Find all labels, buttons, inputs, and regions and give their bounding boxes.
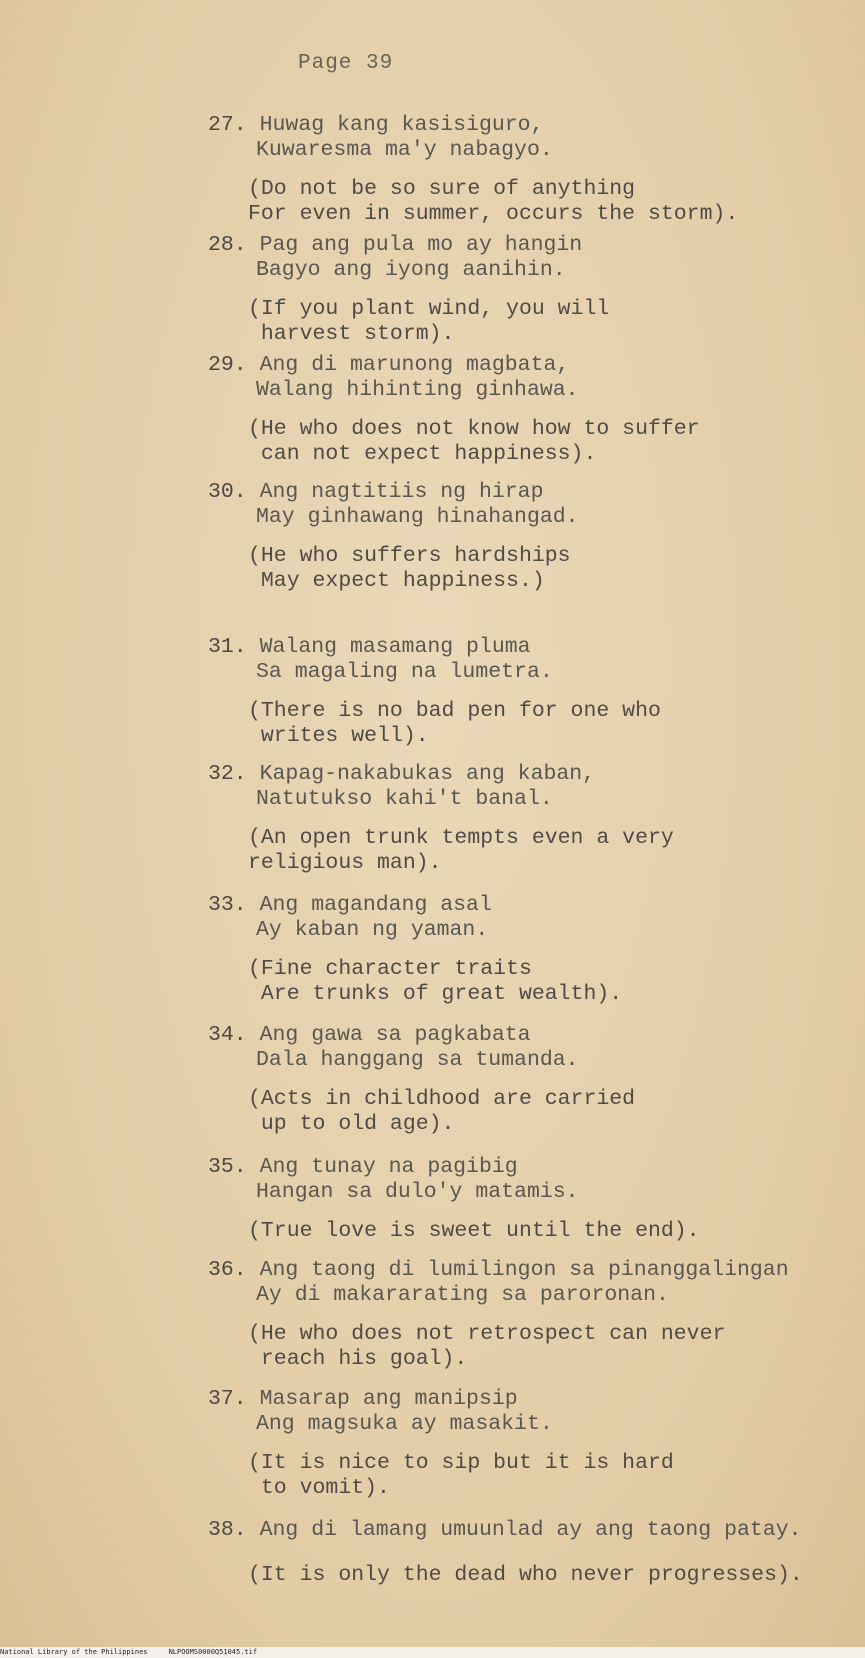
proverb-tagalog-line-1: Ang di lamang umuunlad ay ang taong patay. — [259, 1518, 802, 1542]
proverb-tagalog-line-2: Ay di makararating sa paroronan. — [256, 1283, 669, 1307]
proverb-tagalog-line-2: Sa magaling na lumetra. — [256, 660, 553, 684]
proverb-tagalog-line-2: Hangan sa dulo'y matamis. — [256, 1180, 579, 1204]
entry-number: 37. — [208, 1387, 247, 1411]
proverb-tagalog-line-1: Ang di marunong magbata, — [259, 353, 570, 377]
proverb-entry-35 — [208, 1155, 838, 1244]
proverb-tagalog-line-2: Natutukso kahi't banal. — [256, 787, 553, 811]
translation-line-2: For even in summer, occurs the storm). — [248, 202, 739, 226]
translation-line-2: harvest storm). — [248, 322, 455, 346]
proverb-tagalog-line-1: Walang masamang pluma — [259, 635, 531, 659]
proverb-entry-32 — [208, 762, 838, 876]
entry-number: 29. — [208, 353, 247, 377]
entry-number: 35. — [208, 1155, 247, 1179]
entry-number: 27. — [208, 113, 247, 137]
translation-line-2: up to old age). — [248, 1112, 455, 1136]
translation-line-1: (He who does not retrospect can never — [248, 1322, 726, 1346]
proverb-tagalog-line-1: Ang gawa sa pagkabata — [259, 1023, 531, 1047]
proverb-entry-38 — [208, 1518, 838, 1588]
translation-line-1: (It is nice to sip but it is hard — [248, 1451, 674, 1475]
translation-line-2: religious man). — [248, 851, 442, 875]
entry-number: 33. — [208, 893, 247, 917]
translation-line-2: Are trunks of great wealth). — [248, 982, 623, 1006]
translation-line-1: (If you plant wind, you will — [248, 297, 610, 321]
scan-footer: National Library of the Philippines NLPOOMS0000Q51045.tif — [0, 1647, 865, 1658]
proverb-tagalog-line-2: Walang hihinting ginhawa. — [256, 378, 579, 402]
proverb-entry-30 — [208, 480, 838, 594]
proverb-entry-33 — [208, 893, 838, 1007]
proverb-entry-36 — [208, 1258, 838, 1372]
proverb-entry-29 — [208, 353, 838, 467]
translation-line-2: to vomit). — [248, 1476, 390, 1500]
proverb-entry-37 — [208, 1387, 838, 1501]
translation-line-2: writes well). — [248, 724, 429, 748]
proverb-tagalog-line-1: Ang nagtitiis ng hirap — [259, 480, 544, 504]
entry-number: 31. — [208, 635, 247, 659]
proverb-tagalog-line-2: Ay kaban ng yaman. — [256, 918, 489, 942]
translation-line-1: (Do not be so sure of anything — [248, 177, 636, 201]
entry-number: 28. — [208, 233, 247, 257]
translation-line-1: (There is no bad pen for one who — [248, 699, 661, 723]
translation-line-2: May expect happiness.) — [248, 569, 545, 593]
proverb-tagalog-line-2: Ang magsuka ay masakit. — [256, 1412, 553, 1436]
proverb-tagalog-line-2: Bagyo ang iyong aanihin. — [256, 258, 566, 282]
proverb-tagalog-line-1: 27. Huwag kang kasisiguro, — [208, 113, 544, 137]
entry-number: 32. — [208, 762, 247, 786]
translation-line-2: can not expect happiness). — [248, 442, 597, 466]
translation-line-2: reach his goal). — [248, 1347, 468, 1371]
proverb-tagalog-line-1: Ang taong di lumilingon sa pinanggalingan — [259, 1258, 789, 1282]
entry-number: 34. — [208, 1023, 247, 1047]
page-number: Page 39 — [298, 52, 394, 75]
proverb-tagalog-line-1: Masarap ang manipsip — [259, 1387, 518, 1411]
translation-line-1: (True love is sweet until the end). — [248, 1219, 700, 1243]
proverb-entry-27 — [208, 113, 838, 227]
entry-number: 38. — [208, 1518, 247, 1542]
proverb-tagalog-line-1: Pag ang pula mo ay hangin — [259, 233, 583, 257]
translation-line-1: (He who suffers hardships — [248, 544, 571, 568]
translation-line-1: (It is only the dead who never progresses). — [248, 1563, 803, 1587]
translation-line-1: (He who does not know how to suffer — [248, 417, 700, 441]
entry-number: 36. — [208, 1258, 247, 1282]
proverb-tagalog-line-2: Kuwaresma ma'y nabagyo. — [256, 138, 553, 162]
proverb-entry-34 — [208, 1023, 838, 1137]
proverb-tagalog-line-1: Kapag-nakabukas ang kaban, — [259, 762, 596, 786]
translation-line-1: (Fine character traits — [248, 957, 532, 981]
translation-line-1: (Acts in childhood are carried — [248, 1087, 636, 1111]
proverb-tagalog-line-2: May ginhawang hinahangad. — [256, 505, 579, 529]
proverb-entry-31 — [208, 635, 838, 749]
proverb-tagalog-line-2: Dala hanggang sa tumanda. — [256, 1048, 579, 1072]
proverb-tagalog-line-1: Ang tunay na pagibig — [259, 1155, 518, 1179]
proverb-entry-28 — [208, 233, 838, 347]
translation-line-1: (An open trunk tempts even a very — [248, 826, 674, 850]
entry-number: 30. — [208, 480, 247, 504]
proverb-tagalog-line-1: Ang magandang asal — [259, 893, 492, 917]
